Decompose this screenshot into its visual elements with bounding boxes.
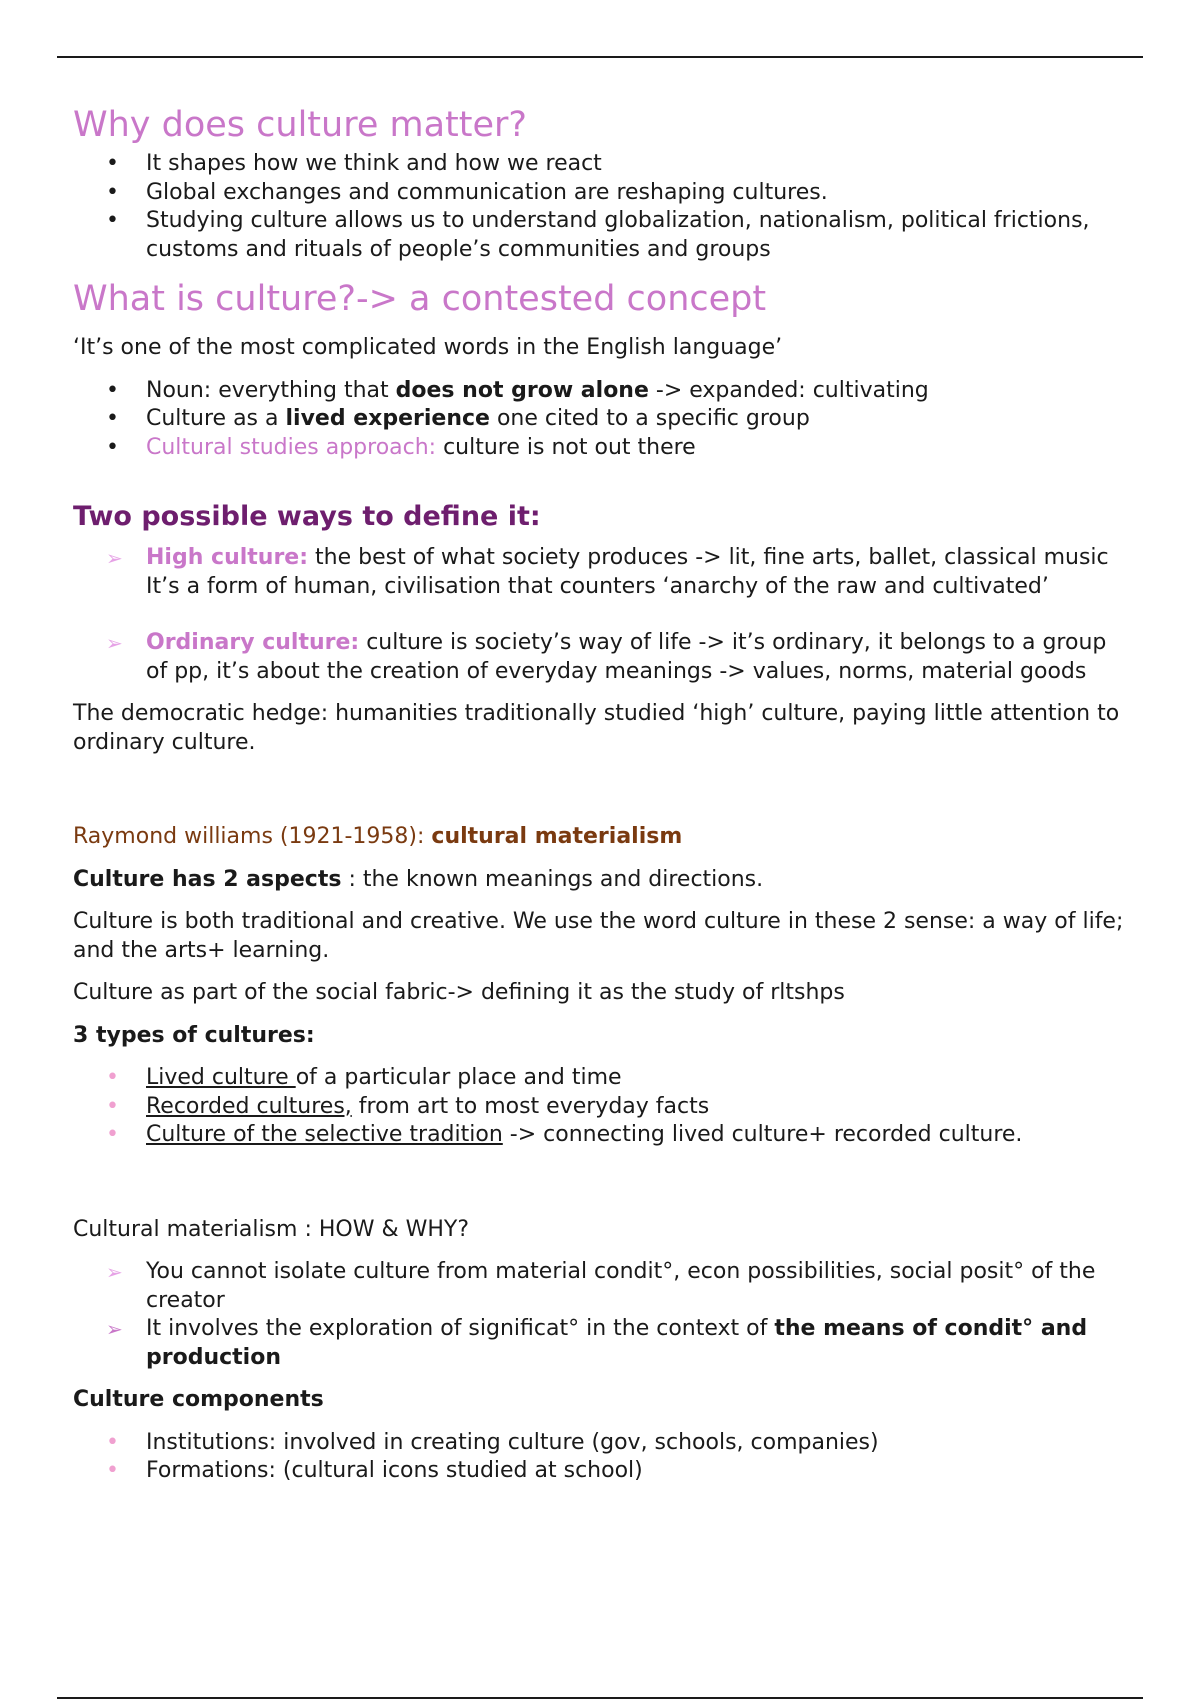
pink-dot-bullet-icon: • [106,1065,119,1090]
components-heading: Culture components [73,1387,324,1412]
list-item: • Institutions: involved in creating culture (gov, schools, companies) [73,1429,1133,1458]
social-fabric-paragraph: Culture as part of the social fabric-> defining it as the study of rltshps [73,980,845,1005]
list-item-ordinary-culture: ➢ Ordinary culture: culture is society’s way of life -> it’s ordinary, it belongs to a group of pp, it’s about the creation of everyday meanings -> values, norms, material goods [106,630,1107,684]
arrow-bullet-icon: ➢ [106,1317,123,1341]
document-body [73,104,1133,1486]
pink-dot-bullet-icon: • [106,1122,119,1147]
list-item: • Culture as a lived experience one cited to a specific group [73,405,1133,434]
components-list [73,1429,1133,1486]
list-item: • Formations: (cultural icons studied at school) [73,1457,1133,1486]
list-item: ➢ It involves the exploration of significat° in the context of the means of condit° and production [106,1316,1088,1370]
pink-dot-bullet-icon: • [106,1429,119,1455]
types-heading: 3 types of cultures: [73,1022,315,1048]
bullet-dot-icon: • [106,406,119,431]
bullet-dot-icon: • [106,179,119,205]
traditional-creative-paragraph: Culture is both traditional and creative. We use the word culture in these 2 sense: a way of life; and the arts+ learning. [73,909,1124,963]
how-why-list [73,1258,1133,1372]
list-item: • Studying culture allows us to understand globalization, nationalism, political frictions, customs and rituals of people’s communities and groups [106,208,1090,262]
bullet-dot-icon: • [106,434,119,460]
bottom-rule [57,1697,1143,1699]
arrow-bullet-icon: ➢ [106,1260,123,1284]
definition-list [73,544,1133,686]
list-item: • It shapes how we think and how we react [73,150,1133,179]
how-why-heading: Cultural materialism : HOW & WHY? [73,1216,470,1242]
list-item: • Noun: everything that does not grow alone -> expanded: cultivating [73,377,1133,406]
arrow-bullet-icon: ➢ [106,631,123,655]
list-item: • Recorded cultures, from art to most everyday facts [73,1093,1133,1122]
bullet-dot-icon: • [106,151,119,176]
list-item-high-culture: ➢ High culture: the best of what society produces -> lit, fine arts, ballet, classical music It’s a form of human, civilisation that counters ‘anarchy of the raw and cultivated’ [106,545,1109,599]
why-bullets [73,150,1133,264]
pink-dot-bullet-icon: • [106,1093,119,1119]
list-item: • Global exchanges and communication are reshaping cultures. [73,179,1133,208]
list-item: • Cultural studies approach: culture is not out there [73,434,1133,463]
top-rule [57,56,1143,58]
heading-why-culture-matters: Why does culture matter? [73,105,527,145]
pink-dot-bullet-icon: • [106,1458,119,1483]
quote-paragraph: ‘It’s one of the most complicated words in the English language’ [73,335,783,360]
arrow-bullet-icon: ➢ [106,546,123,570]
heading-what-is-culture: What is culture?-> a contested concept [73,279,767,319]
bullet-dot-icon: • [106,208,119,233]
list-item: • Culture of the selective tradition -> connecting lived culture+ recorded culture. [73,1121,1133,1150]
types-list [73,1064,1133,1150]
williams-title: Raymond williams (1921-1958): cultural materialism [73,824,683,849]
heading-two-ways: Two possible ways to define it: [73,501,541,532]
bullet-dot-icon: • [106,377,119,403]
list-item: ➢ You cannot isolate culture from material condit°, econ possibilities, social posit° of the creator [106,1259,1096,1313]
democratic-hedge-paragraph: The democratic hedge: humanities traditionally studied ‘high’ culture, paying little attention to ordinary culture. [73,701,1120,755]
what-bullets [73,377,1133,463]
aspects-paragraph: Culture has 2 aspects : the known meanings and directions. [73,866,764,892]
list-item: • Lived culture of a particular place and time [73,1064,1133,1093]
